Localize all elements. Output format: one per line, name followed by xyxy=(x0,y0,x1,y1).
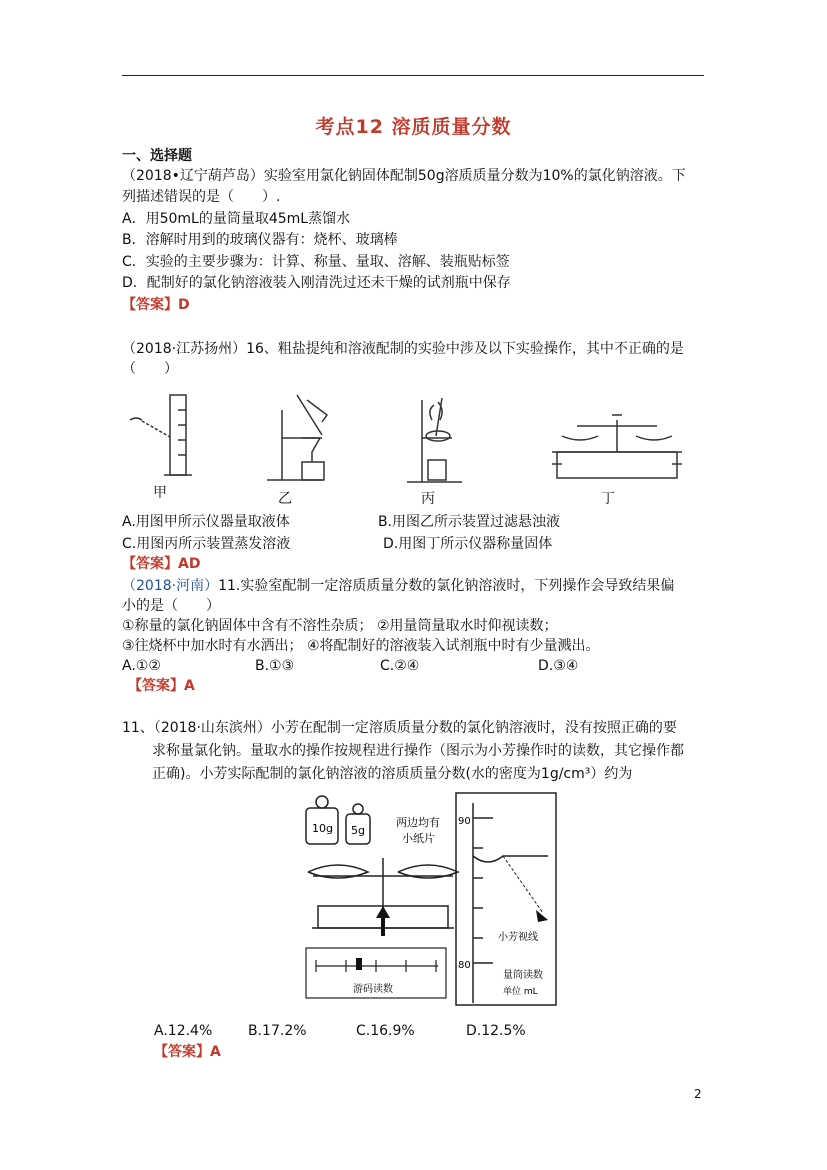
q1-option-b: B．溶解时用到的玻璃仪器有：烧杯、玻璃棒 xyxy=(122,232,398,248)
fig-label-yi: 乙 xyxy=(278,491,292,507)
q2-option-b: B.用图乙所示装置过滤悬浊液 xyxy=(378,514,561,530)
cylinder-tick-80: 80 xyxy=(458,960,471,971)
q3-answer: 【答案】A xyxy=(128,678,195,694)
q3-option-d: D.③④ xyxy=(538,658,579,674)
q1-option-c: C．实验的主要步骤为：计算、称量、量取、溶解、装瓶贴标签 xyxy=(122,254,510,270)
filtration-drawing xyxy=(267,395,327,480)
cylinder-caption: 量筒读数 xyxy=(503,970,543,981)
q3-stem-line4: ③往烧杯中加水时有水洒出； ④将配制好的溶液装入试剂瓶中时有少量溅出。 xyxy=(122,638,600,654)
cylinder-unit: 单位 mL xyxy=(503,987,538,997)
sight-line xyxy=(503,856,543,913)
q4-option-b: B.17.2% xyxy=(248,1023,307,1039)
rider-scale-caption: 游码读数 xyxy=(353,984,393,995)
q3-option-b: B.①③ xyxy=(255,658,295,674)
q3-stem-line1: （2018·河南）11.实验室配制一定溶质质量分数的氯化钠溶液时，下列操作会导致结果偏 xyxy=(122,578,675,594)
q2-stem-line1: （2018·江苏扬州）16、粗盐提纯和溶液配制的实验中涉及以下实验操作，其中不正确的是 xyxy=(122,341,684,357)
q1-stem-line2: 列描述错误的是（ ）. xyxy=(122,189,281,205)
q3-stem-line2: 小的是（ ） xyxy=(122,598,220,614)
header-rule xyxy=(122,75,704,76)
fig-label-ding: 丁 xyxy=(601,491,615,507)
eye-marker xyxy=(536,910,548,922)
sight-label: 小芳视线 xyxy=(498,932,538,943)
q4-stem-line2: 求称量氯化钠。量取水的操作按规程进行操作（图示为小芳操作时的读数，其它操作都 xyxy=(152,743,684,759)
q3-stem-line3: ①称量的氯化钠固体中含有不溶性杂质； ②用量筒量取水时仰视读数； xyxy=(122,618,558,634)
graduated-cylinder-drawing xyxy=(130,395,192,475)
q4-option-d: D.12.5% xyxy=(466,1023,526,1039)
balance-drawing xyxy=(552,415,682,478)
q2-stem-line2: （ ） xyxy=(122,361,178,377)
fig-label-jia: 甲 xyxy=(153,485,167,501)
rider-marker xyxy=(356,958,362,970)
weight-5g-label: 5g xyxy=(351,824,365,837)
q2-option-d: D.用图丁所示仪器称量固体 xyxy=(383,536,553,552)
page-number: 2 xyxy=(694,1087,702,1101)
q1-option-a: A．用50mL的量筒量取45mL蒸馏水 xyxy=(122,211,351,227)
fig-label-bing: 丙 xyxy=(421,491,435,507)
section-heading: 一、选择题 xyxy=(122,148,192,164)
q3-option-c: C.②④ xyxy=(380,658,420,674)
page-title: 考点12 溶质质量分数 xyxy=(315,116,512,138)
q4-stem-line1: 11、（2018·山东滨州）小芳在配制一定溶质质量分数的氯化钠溶液时，没有按照正确的要 xyxy=(122,720,677,736)
q2-option-a: A.用图甲所示仪器量取液体 xyxy=(122,514,290,530)
q1-stem-line1: （2018•辽宁葫芦岛）实验室用氯化钠固体配制50g溶质质量分数为10%的氯化钠溶液。下 xyxy=(122,168,686,184)
q3-option-a: A.①② xyxy=(122,658,161,674)
evaporation-drawing xyxy=(407,398,462,482)
q1-option-d: D．配制好的氯化钠溶液装入刚清洗过还未干燥的试剂瓶中保存 xyxy=(122,275,511,291)
weight-10g-label: 10g xyxy=(312,822,333,835)
q4-option-c: C.16.9% xyxy=(356,1023,415,1039)
balance-cylinder-figure xyxy=(298,788,560,1010)
note-line1: 两边均有 xyxy=(396,816,440,829)
q1-answer: 【答案】D xyxy=(122,297,190,313)
note-line2: 小纸片 xyxy=(402,832,435,845)
q4-answer: 【答案】A xyxy=(154,1044,221,1060)
q4-stem-line3: 正确)。小芳实际配制的氯化钠溶液的溶质质量分数(水的密度为1g/cm³）约为 xyxy=(152,766,633,782)
q4-option-a: A.12.4% xyxy=(154,1023,213,1039)
arrow-head xyxy=(376,906,390,918)
q2-answer: 【答案】AD xyxy=(122,556,201,572)
q2-option-c: C.用图丙所示装置蒸发溶液 xyxy=(122,536,291,552)
cylinder-tick-90: 90 xyxy=(458,816,471,827)
